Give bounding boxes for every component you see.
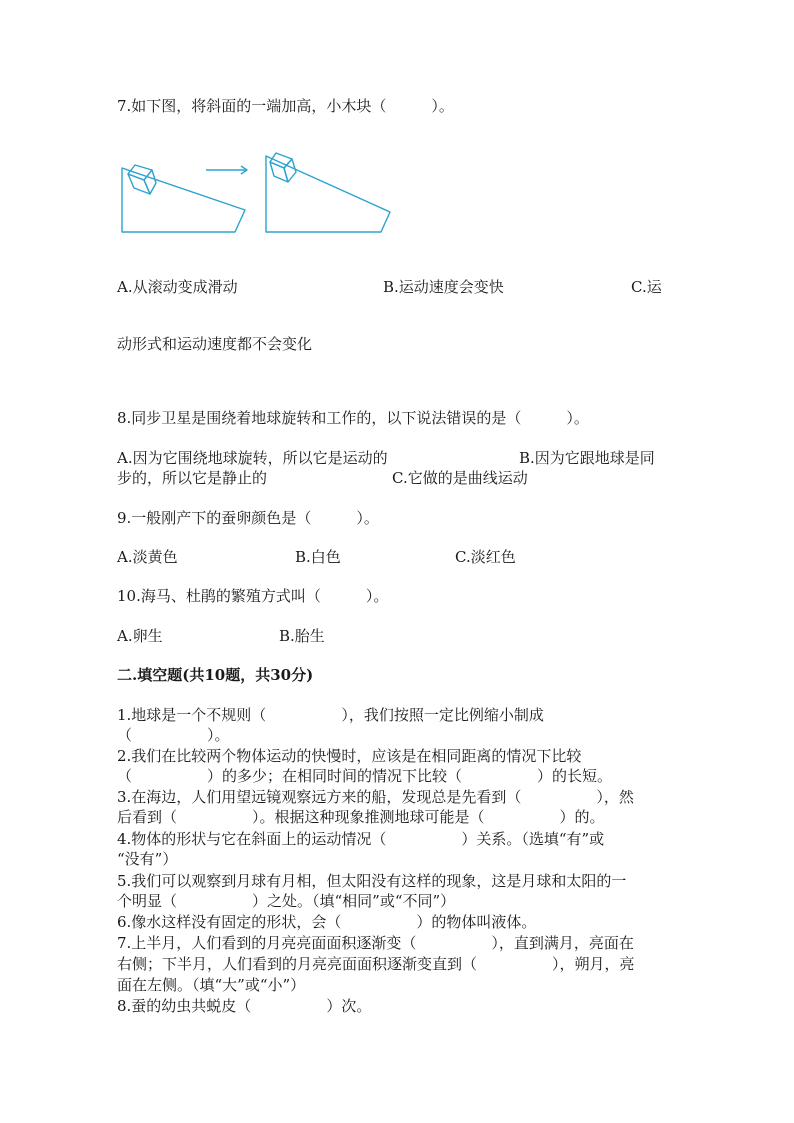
- q7-option-a: A.从滚动变成滑动: [117, 278, 238, 296]
- q8-option-a: A.因为它围绕地球旋转，所以它是运动的: [117, 449, 388, 467]
- fill-1-line-1: 1.地球是一个不规则（ ），我们按照一定比例缩小制成: [117, 706, 544, 724]
- q7-option-c-continued: 动形式和运动速度都不会变化: [117, 335, 313, 353]
- fill-6: 6.像水这样没有固定的形状，会（ ）的物体叫液体。: [117, 913, 537, 931]
- fill-4-line-1: 4.物体的形状与它在斜面上的运动情况（ ）关系。（选填“有”或: [117, 830, 605, 848]
- q8-option-b: B.因为它跟地球是同: [519, 449, 655, 467]
- q7-option-b: B.运动速度会变快: [383, 278, 504, 296]
- q7-stem: 7.如下图，将斜面的一端加高，小木块（ ）。: [117, 97, 454, 115]
- fill-2-line-2: （ ）的多少；在相同时间的情况下比较（ ）的长短。: [117, 767, 613, 785]
- right-block-side: [284, 159, 296, 182]
- q9-option-b: B.白色: [295, 548, 341, 566]
- q9-option-c: C.淡红色: [455, 548, 516, 566]
- fill-7-line-2: 右侧；下半月，人们看到的月亮亮面面积逐渐变直到（ ），朔月，亮: [117, 955, 635, 973]
- fill-7-line-1: 7.上半月，人们看到的月亮亮面面积逐渐变（ ），直到满月，亮面在: [117, 934, 634, 952]
- fill-4-line-2: “没有”）: [117, 850, 178, 868]
- left-incline: [122, 168, 245, 232]
- fill-7-line-3: 面在左侧。（填“大”或“小”）: [117, 976, 306, 994]
- q8-option-c: C.它做的是曲线运动: [392, 469, 528, 487]
- q8-option-b-continued: 步的，所以它是静止的: [117, 469, 268, 487]
- fill-3-line-1: 3.在海边，人们用望远镜观察远方来的船，发现总是先看到（ ），然: [117, 788, 634, 806]
- fill-1-line-2: （ ）。: [117, 726, 230, 744]
- fill-2-line-1: 2.我们在比较两个物体运动的快慢时，应该是在相同距离的情况下比较: [117, 747, 582, 765]
- q10-option-a: A.卵生: [117, 627, 163, 645]
- q9-stem: 9.一般刚产下的蚕卵颜色是（ ）。: [117, 509, 379, 527]
- q7-option-c: C.运: [631, 278, 662, 296]
- q10-option-b: B.胎生: [279, 627, 325, 645]
- section-heading: 二.填空题(共10题，共30分): [117, 666, 314, 684]
- incline-diagram: [116, 148, 416, 248]
- fill-5-line-2: 个明显（ ）之处。（填“相同”或“不同”）: [117, 892, 456, 910]
- left-block-side: [144, 170, 156, 194]
- q8-stem: 8.同步卫星是围绕着地球旋转和工作的，以下说法错误的是（ ）。: [117, 409, 589, 427]
- q9-option-a: A.淡黄色: [117, 548, 178, 566]
- fill-5-line-1: 5.我们可以观察到月球有月相，但太阳没有这样的现象，这是月球和太阳的一: [117, 872, 627, 890]
- fill-8: 8.蚕的幼虫共蜕皮（ ）次。: [117, 997, 372, 1015]
- fill-3-line-2: 后看到（ ）。根据这种现象推测地球可能是（ ）的。: [117, 808, 605, 826]
- q10-stem: 10.海马、杜鹃的繁殖方式叫（ ）。: [117, 587, 389, 605]
